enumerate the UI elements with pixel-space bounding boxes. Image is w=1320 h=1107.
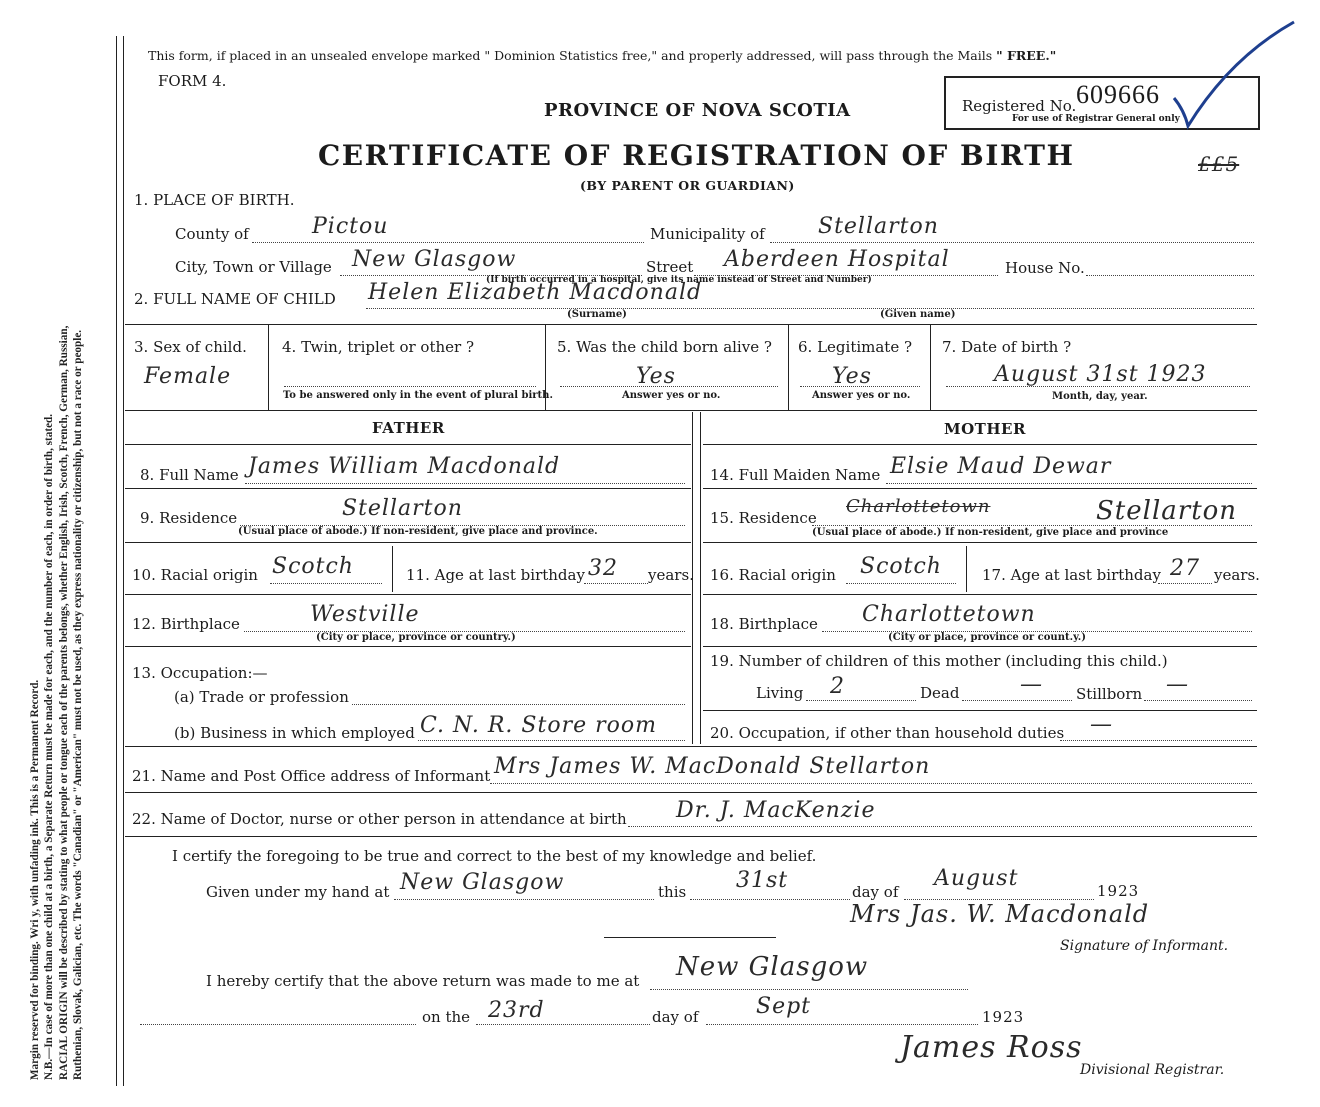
this-label: this xyxy=(658,883,687,901)
registrar-place-value: New Glasgow xyxy=(676,952,869,982)
municipality-label: Municipality of xyxy=(650,225,765,243)
day-of-label: day of xyxy=(852,883,899,901)
margin-instructions xyxy=(28,30,85,1080)
mother-years-label: years. xyxy=(1214,566,1260,584)
place-heading: 1. PLACE OF BIRTH. xyxy=(134,191,295,209)
alive-label: 5. Was the child born alive ? xyxy=(557,338,772,356)
county-value: Pictou xyxy=(312,214,389,239)
father-birthplace-value: Westville xyxy=(310,602,420,627)
city-value: New Glasgow xyxy=(352,247,517,272)
registered-number: 609666 xyxy=(1076,80,1160,109)
mother-residence-label: 15. Residence xyxy=(710,509,817,527)
mother-heading: MOTHER xyxy=(944,420,1026,438)
mother-occupation-value: — xyxy=(1090,712,1113,737)
given-place-value: New Glasgow xyxy=(400,870,565,895)
doctor-label: 22. Name of Doctor, nurse or other person in attendance at birth xyxy=(132,810,627,828)
binding-rule xyxy=(116,36,117,1086)
mother-birthplace-label: 18. Birthplace xyxy=(710,615,818,633)
father-years-label: years. xyxy=(648,566,694,584)
doctor-value: Dr. J. MacKenzie xyxy=(676,798,876,823)
trade-label: (a) Trade or profession xyxy=(174,688,349,706)
dob-value: August 31st 1923 xyxy=(994,362,1207,387)
on-the-value: 23rd xyxy=(488,998,545,1023)
registered-label: Registered No. xyxy=(962,97,1077,115)
registrar-use-note: For use of Registrar General only xyxy=(1012,114,1180,124)
legitimate-note: Answer yes or no. xyxy=(812,390,911,401)
dead-value: — xyxy=(1020,672,1043,697)
twin-label: 4. Twin, triplet or other ? xyxy=(282,338,474,356)
mother-race-value: Scotch xyxy=(860,554,942,579)
signature-label: Signature of Informant. xyxy=(1060,938,1229,954)
informant-signature: Mrs Jas. W. Macdonald xyxy=(850,900,1150,928)
this-day-value: 31st xyxy=(736,868,789,893)
corner-note: ££5 xyxy=(1198,152,1240,176)
mother-residence-value: Stellarton xyxy=(1096,496,1238,526)
informant-label: 21. Name and Post Office address of Informant xyxy=(132,767,491,785)
dead-label: Dead xyxy=(920,684,960,702)
hospital-note: (If birth occurred in a hospital, give its name instead of Street and Number) xyxy=(486,275,872,285)
mother-age-value: 27 xyxy=(1170,556,1200,581)
father-name-value: James William Macdonald xyxy=(248,454,561,479)
twin-note: To be answered only in the event of plural birth. xyxy=(283,390,553,401)
mother-residence-struck: Charlottetown xyxy=(846,496,991,517)
registrar-signature-label: Divisional Registrar. xyxy=(1080,1062,1225,1078)
alive-value: Yes xyxy=(636,364,676,389)
form-number: FORM 4. xyxy=(158,72,227,90)
father-heading: FATHER xyxy=(372,419,445,437)
registrar-year-value: 1923 xyxy=(982,1008,1025,1026)
father-race-value: Scotch xyxy=(272,554,354,579)
registrar-day-of-label: day of xyxy=(652,1008,699,1026)
living-label: Living xyxy=(756,684,804,702)
margin-line-3: RACIAL ORIGIN will be described by stating to what people or tongue each of the parents belongs, whether English, Irish, Scotch, French, German, Russian, xyxy=(57,325,70,1080)
municipality-value: Stellarton xyxy=(818,214,939,239)
on-the-label: on the xyxy=(422,1008,471,1026)
child-name-value: Helen Elizabeth Macdonald xyxy=(368,280,703,305)
occupation-label: 13. Occupation:— xyxy=(132,664,268,682)
business-label: (b) Business in which employed xyxy=(174,724,415,742)
margin-line-1: Margin reserved for binding. Wri y, with unfading ink. This is a Permanent Record. xyxy=(29,679,41,1080)
legitimate-label: 6. Legitimate ? xyxy=(798,338,913,356)
registrar-statement: I hereby certify that the above return was made to me at xyxy=(206,972,640,990)
dob-note: Month, day, year. xyxy=(1052,391,1148,402)
mother-birthplace-note: (City or place, province or count.y.) xyxy=(888,632,1086,643)
postal-note: This form, if placed in an unsealed envelope marked " Dominion Statistics free," and properly addressed, will pass through the Mails " FREE." xyxy=(148,48,1057,63)
county-label: County of xyxy=(175,225,249,243)
street-value: Aberdeen Hospital xyxy=(724,247,950,272)
father-birthplace-note: (City or place, province or country.) xyxy=(316,632,516,643)
mother-occupation-label: 20. Occupation, if other than household duties xyxy=(710,724,1065,742)
check-mark-icon xyxy=(1170,18,1300,130)
mother-residence-note: (Usual place of abode.) If non-resident, give place and province xyxy=(812,527,1169,538)
father-age-value: 32 xyxy=(588,556,618,581)
business-value: C. N. R. Store room xyxy=(420,713,657,738)
living-value: 2 xyxy=(830,674,845,699)
informant-value: Mrs James W. MacDonald Stellarton xyxy=(494,754,931,779)
mother-age-label: 17. Age at last birthday xyxy=(982,566,1161,584)
father-residence-value: Stellarton xyxy=(342,496,463,521)
given-label: Given under my hand at xyxy=(206,883,390,901)
city-label: City, Town or Village xyxy=(175,258,332,276)
sex-label: 3. Sex of child. xyxy=(134,338,247,356)
father-age-label: 11. Age at last birthday xyxy=(406,566,585,584)
father-name-label: 8. Full Name xyxy=(140,466,239,484)
surname-note: (Surname) xyxy=(567,309,627,320)
registrar-month-value: Sept xyxy=(756,994,812,1019)
binding-rule-inner xyxy=(123,36,124,1086)
mother-name-label: 14. Full Maiden Name xyxy=(710,466,881,484)
mother-name-value: Elsie Maud Dewar xyxy=(890,454,1112,479)
province-title: PROVINCE OF NOVA SCOTIA xyxy=(544,100,851,121)
mother-birthplace-value: Charlottetown xyxy=(862,602,1036,627)
page-title: CERTIFICATE OF REGISTRATION OF BIRTH xyxy=(318,139,1075,172)
given-name-note: (Given name) xyxy=(880,309,956,320)
father-race-label: 10. Racial origin xyxy=(132,566,258,584)
margin-line-2: N.B.—In case of more than one child at a birth, a Separate Return must be made for each, and the number of each, in order of birth, stated. xyxy=(43,413,56,1080)
father-residence-note: (Usual place of abode.) If non-resident, give place and province. xyxy=(238,526,598,537)
margin-line-4: Ruthenian, Slovak, Galician, etc. The words "Canadian" or "American" must not be used, as they express nationality or citizenship, but not a race or people. xyxy=(71,329,84,1080)
page-subtitle: (BY PARENT OR GUARDIAN) xyxy=(580,178,795,193)
dob-label: 7. Date of birth ? xyxy=(942,338,1072,356)
house-label: House No. xyxy=(1005,259,1085,277)
sex-value: Female xyxy=(144,364,232,389)
certify-statement: I certify the foregoing to be true and correct to the best of my knowledge and belief. xyxy=(172,847,817,865)
registrar-signature: James Ross xyxy=(900,1030,1083,1065)
children-count-label: 19. Number of children of this mother (including this child.) xyxy=(710,652,1168,670)
stillborn-value: — xyxy=(1166,672,1189,697)
street-label: Street xyxy=(646,258,694,276)
child-name-label: 2. FULL NAME OF CHILD xyxy=(134,290,336,308)
father-birthplace-label: 12. Birthplace xyxy=(132,615,240,633)
mother-race-label: 16. Racial origin xyxy=(710,566,836,584)
legitimate-value: Yes xyxy=(832,364,872,389)
father-residence-label: 9. Residence xyxy=(140,509,238,527)
month-value: August xyxy=(934,866,1019,891)
stillborn-label: Stillborn xyxy=(1076,685,1143,703)
alive-note: Answer yes or no. xyxy=(622,390,721,401)
year-value: 1923 xyxy=(1097,882,1140,900)
